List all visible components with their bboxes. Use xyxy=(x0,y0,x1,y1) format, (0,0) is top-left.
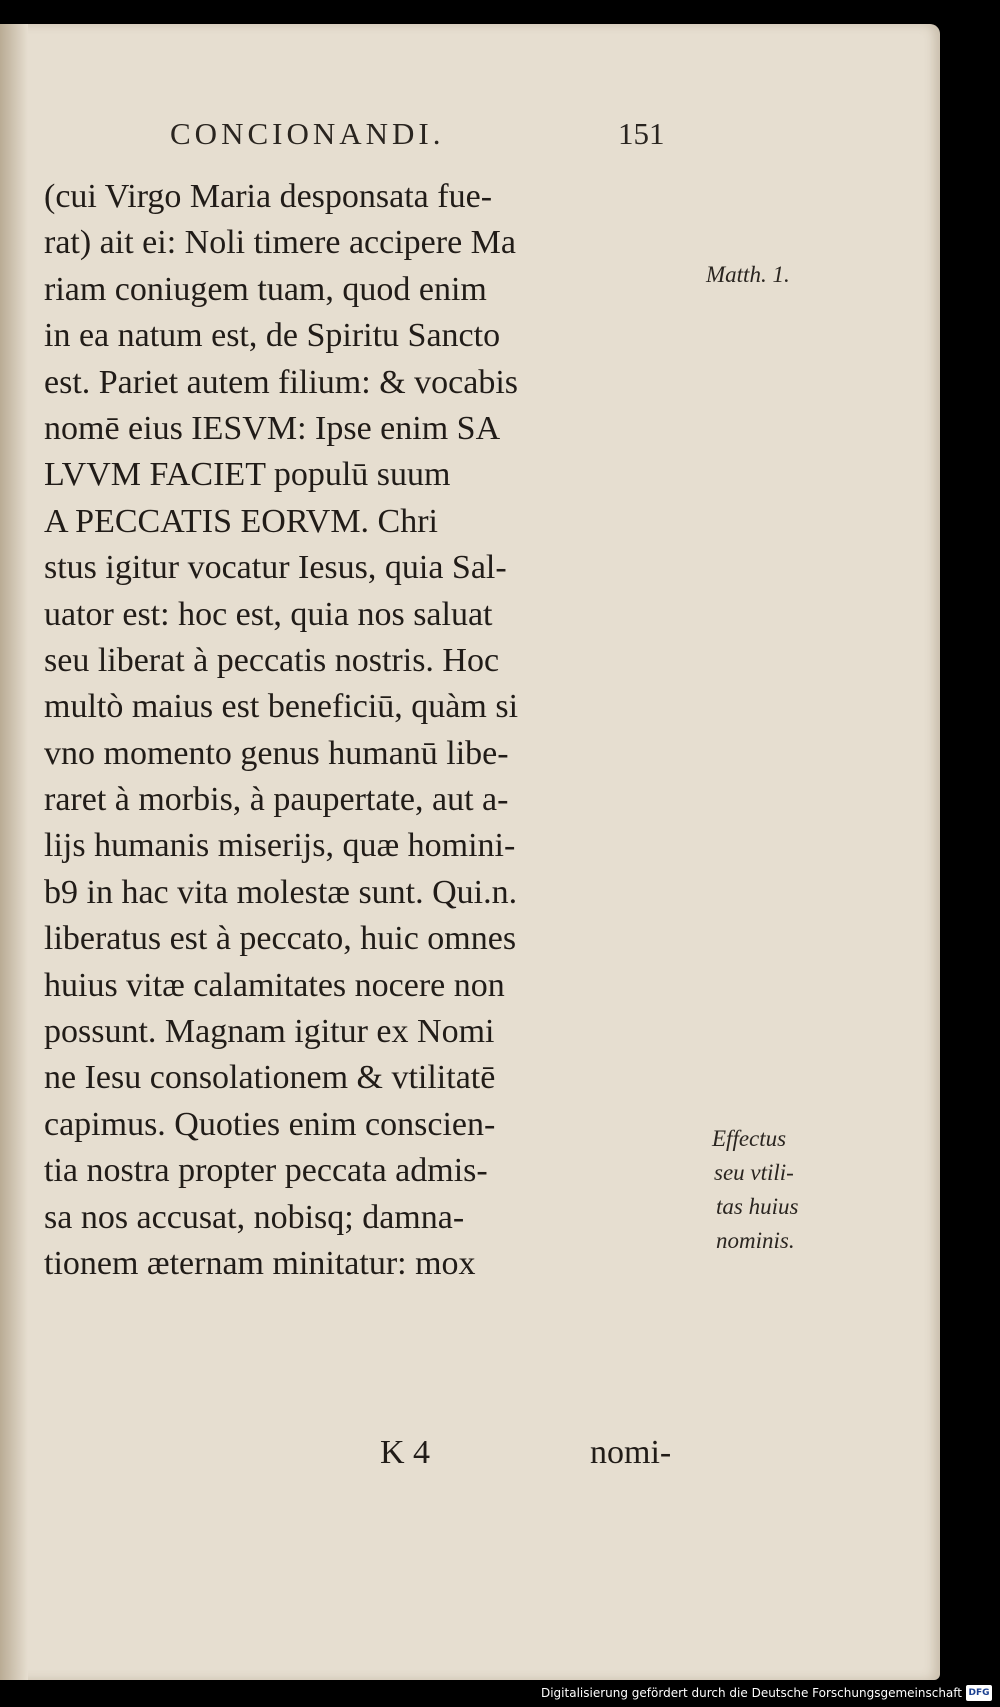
text-line: seu liberat à peccatis nostris. Hoc xyxy=(44,641,500,679)
page-gutter-shadow xyxy=(0,24,28,1680)
text-line: riam coniugem tuam, quod enim xyxy=(44,270,487,308)
signature-mark: K 4 xyxy=(380,1434,431,1471)
text-line: multò maius est beneficiū, quàm si xyxy=(44,688,519,726)
margin-note-line: seu vtili- xyxy=(714,1160,794,1185)
digitization-credit: Digitalisierung gefördert durch die Deutsche Forschungsgemeinschaft xyxy=(540,1686,962,1700)
text-line: rat) ait ei: Noli timere accipere Ma xyxy=(44,224,516,262)
text-line: raret à morbis, à paupertate, aut a- xyxy=(44,781,509,819)
text-line: lijs humanis miserijs, quæ homini- xyxy=(44,827,516,865)
text-line: LVVM FACIET populū suum xyxy=(44,456,451,494)
running-head: CONCIONANDI. xyxy=(170,116,445,151)
text-line: huius vitæ calamitates nocere non xyxy=(44,966,505,1004)
dfg-logo: DFG xyxy=(966,1685,992,1701)
text-line: est. Pariet autem filium: & vocabis xyxy=(44,363,519,401)
text-line: A PECCATIS EORVM. Chri xyxy=(44,502,439,540)
text-line: b9 in hac vita molestæ sunt. Qui.n. xyxy=(44,873,518,911)
margin-note-line: tas huius xyxy=(716,1194,799,1219)
text-line: tionem æternam minitatur: mox xyxy=(44,1244,476,1282)
margin-note-effectus xyxy=(712,1122,798,1258)
text-line: liberatus est à peccato, huic omnes xyxy=(44,920,517,958)
book-page xyxy=(0,24,940,1680)
catchword: nomi- xyxy=(590,1434,672,1471)
page-number: 151 xyxy=(618,116,665,151)
text-line: in ea natum est, de Spiritu Sancto xyxy=(44,317,501,355)
text-line: stus igitur vocatur Iesus, quia Sal- xyxy=(44,549,507,587)
text-line: tia nostra propter peccata admis- xyxy=(44,1152,488,1190)
text-line: (cui Virgo Maria desponsata fue- xyxy=(44,178,493,215)
margin-note-reference: Matth. 1. xyxy=(706,262,790,287)
text-line: uator est: hoc est, quia nos saluat xyxy=(44,595,493,633)
text-line: possunt. Magnam igitur ex Nomi xyxy=(44,1013,495,1051)
text-line: vno momento genus humanū libe- xyxy=(44,734,509,772)
text-line: nomē eius IESVM: Ipse enim SA xyxy=(44,409,501,447)
text-line: ne Iesu consolationem & vtilitatē xyxy=(44,1059,496,1097)
body-text xyxy=(44,174,704,1287)
margin-note-line: nominis. xyxy=(716,1228,795,1253)
text-line: sa nos accusat, nobisq; damna- xyxy=(44,1198,465,1236)
margin-note-line: Effectus xyxy=(712,1126,787,1151)
text-line: capimus. Quoties enim conscien- xyxy=(44,1105,496,1143)
